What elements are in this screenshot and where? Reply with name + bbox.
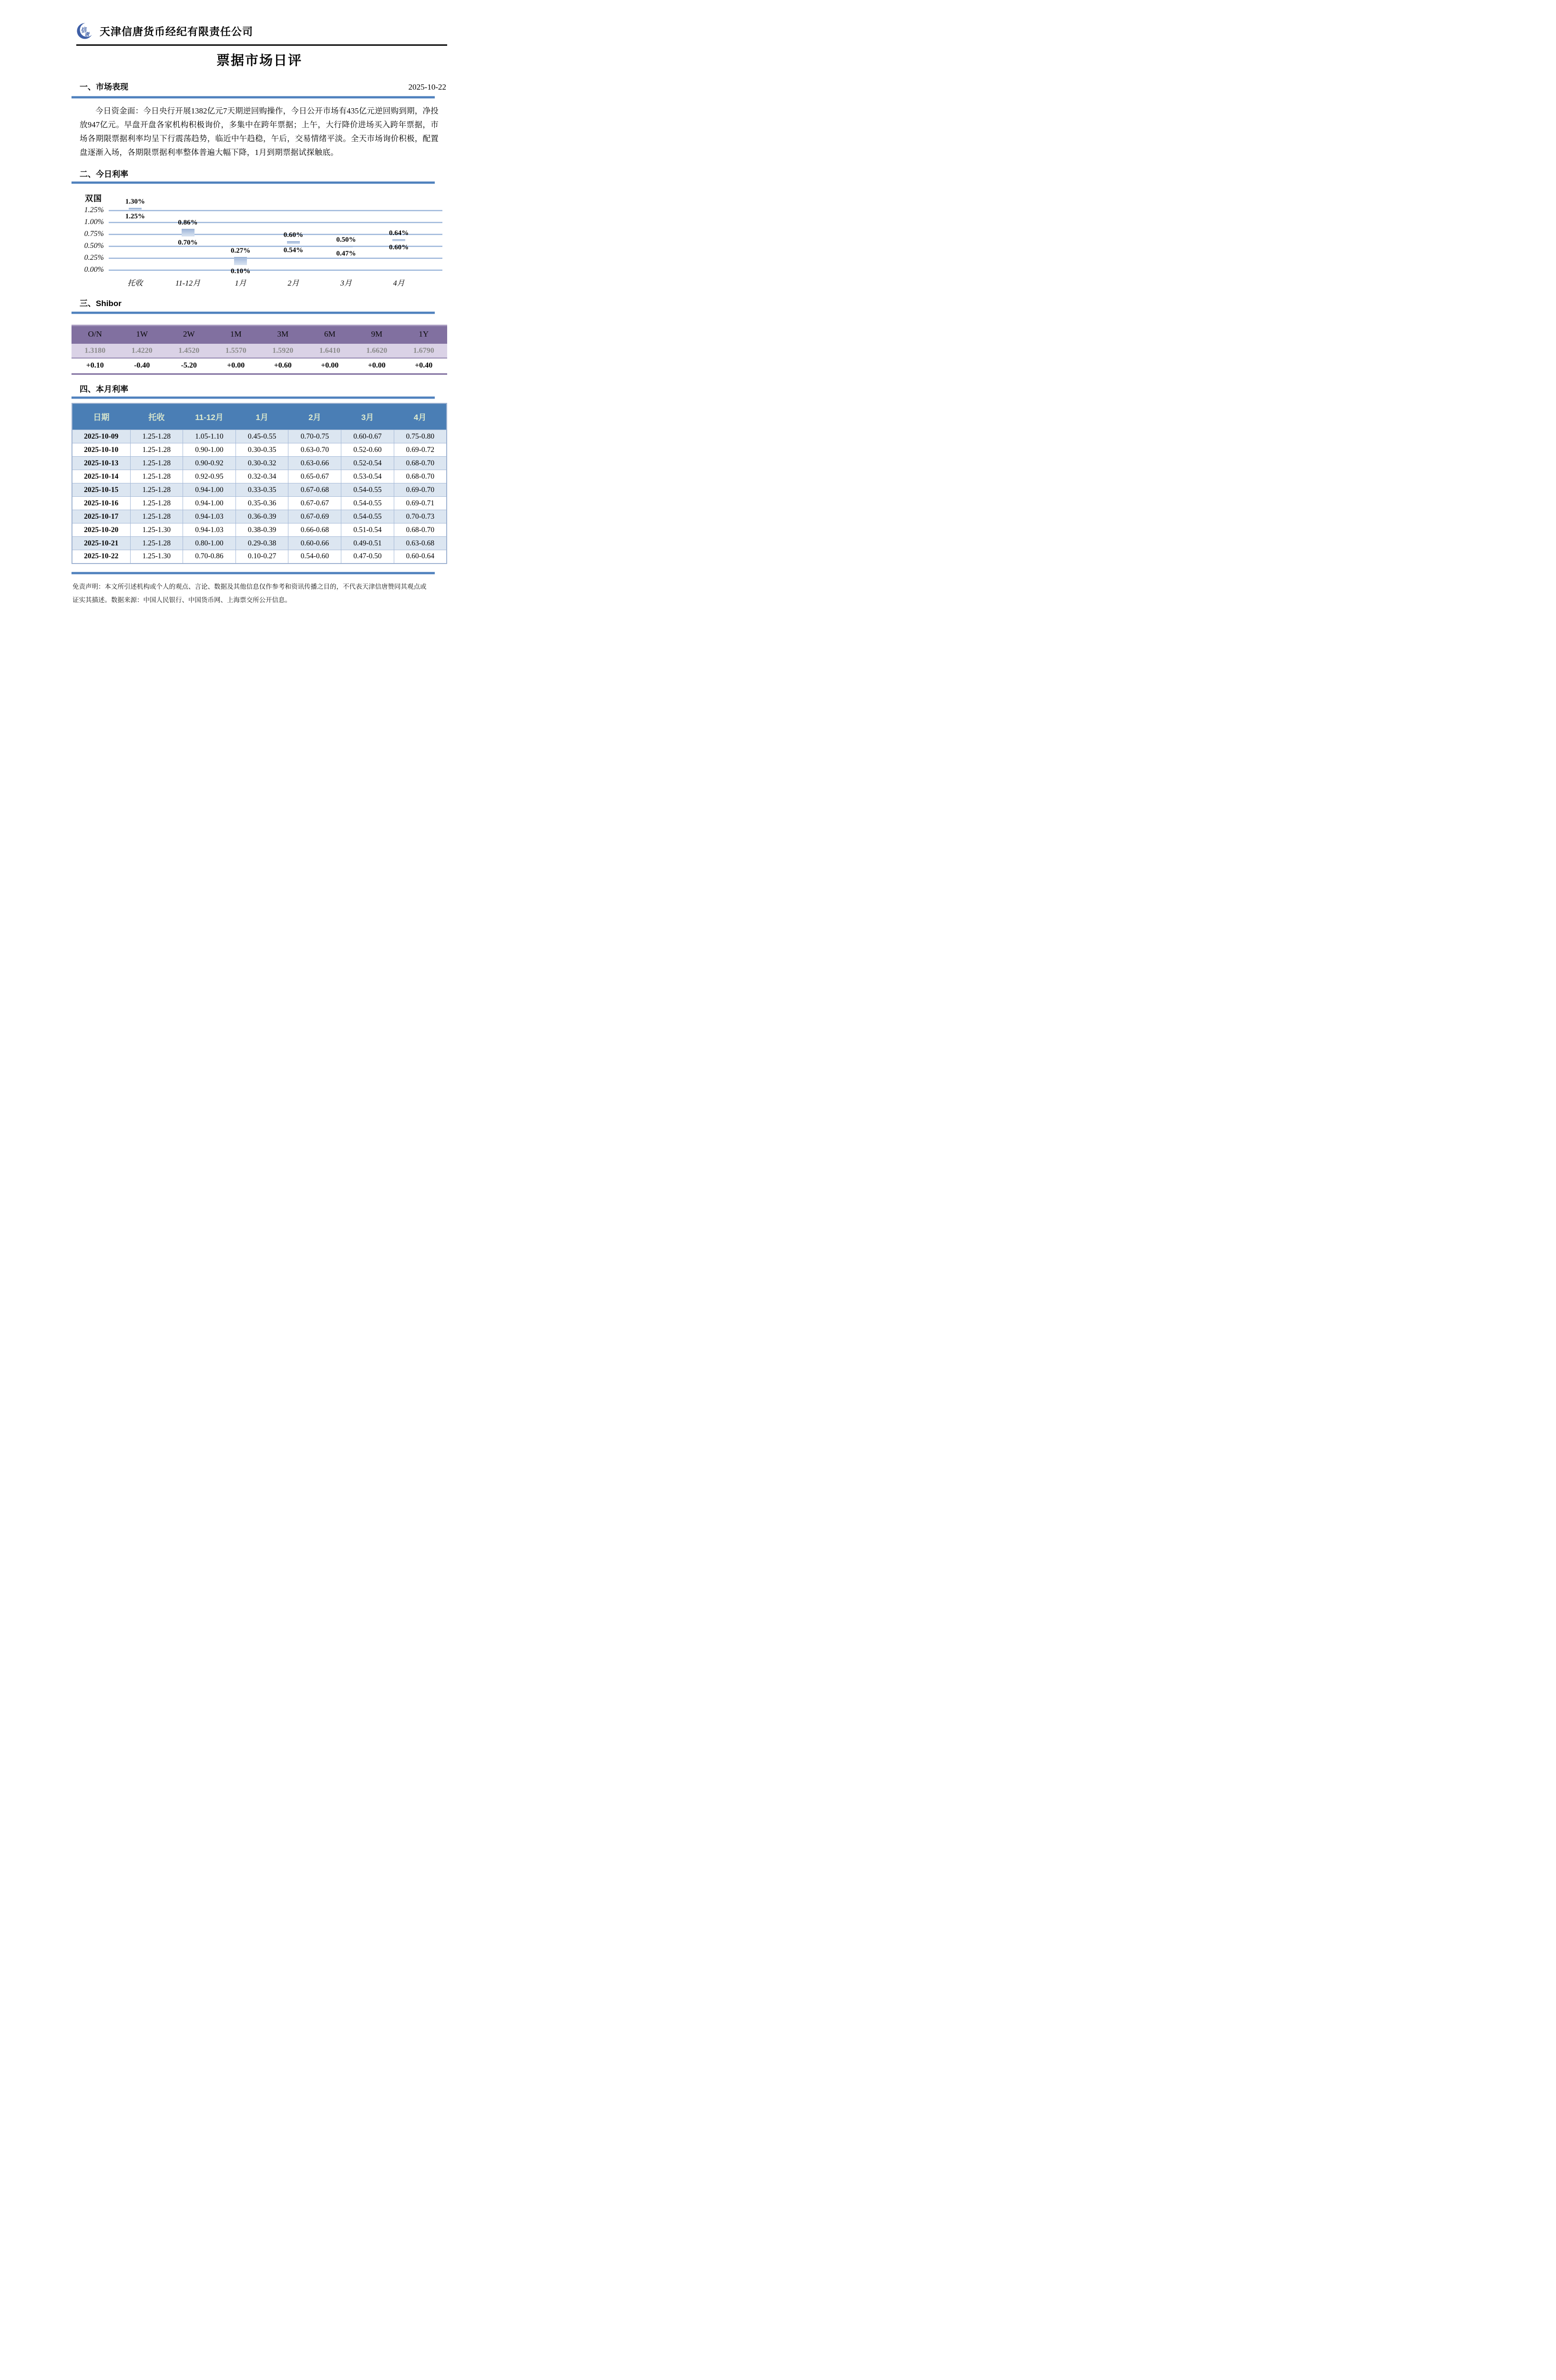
rate-cell: 0.65-0.67 xyxy=(288,470,341,483)
rate-cell: 0.69-0.72 xyxy=(394,443,447,457)
rate-cell: 0.63-0.66 xyxy=(288,457,341,470)
shibor-change-cell: +0.00 xyxy=(213,358,260,374)
report-page xyxy=(0,0,519,793)
chart-series-label: 双国 xyxy=(85,194,102,203)
monthly-header-cell: 日期 xyxy=(72,403,130,430)
range-bar xyxy=(182,229,194,236)
svg-text:唐: 唐 xyxy=(84,32,90,38)
rate-cell: 1.05-1.10 xyxy=(183,430,236,443)
bar-high-label: 0.86% xyxy=(178,219,198,226)
rate-cell: 0.67-0.67 xyxy=(288,497,341,510)
shibor-change-cell: +0.60 xyxy=(259,358,307,374)
rate-cell: 0.67-0.68 xyxy=(288,483,341,497)
date-cell: 2025-10-21 xyxy=(72,537,130,550)
monthly-rate-table xyxy=(72,403,447,564)
report-date: 2025-10-22 xyxy=(408,82,446,92)
rate-cell: 0.49-0.51 xyxy=(341,537,394,550)
table-row xyxy=(72,483,447,497)
table-row xyxy=(72,443,447,457)
x-axis-category-label: 3月 xyxy=(340,279,352,287)
rate-cell: 0.51-0.54 xyxy=(341,523,394,537)
bar-low-label: 0.60% xyxy=(389,244,409,251)
rate-cell: 0.38-0.39 xyxy=(235,523,288,537)
rate-cell: 1.25-1.28 xyxy=(130,443,183,457)
rate-cell: 0.90-0.92 xyxy=(183,457,236,470)
monthly-header-cell: 托收 xyxy=(130,403,183,430)
table-row xyxy=(72,457,447,470)
monthly-header-row xyxy=(72,403,447,430)
rate-cell: 0.70-0.75 xyxy=(288,430,341,443)
range-bar xyxy=(287,241,300,244)
bar-high-label: 0.27% xyxy=(231,247,251,255)
table-row xyxy=(72,510,447,523)
report-header xyxy=(76,0,447,46)
monthly-header-cell: 4月 xyxy=(394,403,447,430)
range-bar xyxy=(234,257,247,265)
y-axis-tick-label: 0.25% xyxy=(84,254,104,262)
table-row xyxy=(72,537,447,550)
shibor-tenor-cell: 1M xyxy=(213,325,260,344)
rate-cell: 0.60-0.67 xyxy=(341,430,394,443)
company-name: 天津信唐货币经纪有限责任公司 xyxy=(100,25,254,38)
bar-low-label: 1.25% xyxy=(125,213,145,220)
shibor-rate-cell: 1.4220 xyxy=(119,344,166,358)
rate-cell: 0.75-0.80 xyxy=(394,430,447,443)
section-row-today-rates xyxy=(72,169,447,180)
rate-cell: 0.63-0.68 xyxy=(394,537,447,550)
section-divider xyxy=(72,181,435,184)
shibor-tenor-cell: O/N xyxy=(72,325,119,344)
range-bar xyxy=(392,239,405,241)
date-cell: 2025-10-15 xyxy=(72,483,130,497)
rate-cell: 0.52-0.54 xyxy=(341,457,394,470)
rate-cell: 0.54-0.55 xyxy=(341,510,394,523)
x-axis-category-label: 托收 xyxy=(127,279,143,287)
y-axis-tick-label: 1.25% xyxy=(84,206,104,214)
rate-cell: 0.69-0.70 xyxy=(394,483,447,497)
shibor-change-cell: +0.40 xyxy=(400,358,448,374)
bar-high-label: 0.50% xyxy=(336,236,356,244)
chart-gridline xyxy=(109,210,442,211)
rate-cell: 0.36-0.39 xyxy=(235,510,288,523)
table-row xyxy=(72,550,447,564)
shibor-tenor-cell: 1Y xyxy=(400,325,448,344)
section-heading-today-rates: 二、今日利率 xyxy=(80,170,128,179)
company-logo xyxy=(76,22,94,40)
disclaimer-line-1: 免责声明：本文所引述机构或个人的观点、言论、数据及其他信息仅作参考和资讯传播之目的，不代表天津信唐赞同其观点或 xyxy=(72,583,427,590)
bar-low-label: 0.70% xyxy=(178,239,198,246)
rate-cell: 1.25-1.28 xyxy=(130,470,183,483)
shibor-tenor-cell: 9M xyxy=(353,325,400,344)
date-cell: 2025-10-17 xyxy=(72,510,130,523)
date-cell: 2025-10-09 xyxy=(72,430,130,443)
monthly-header-cell: 1月 xyxy=(235,403,288,430)
date-cell: 2025-10-20 xyxy=(72,523,130,537)
chart-gridline xyxy=(109,269,442,271)
rate-cell: 0.33-0.35 xyxy=(235,483,288,497)
rate-cell: 0.90-1.00 xyxy=(183,443,236,457)
date-cell: 2025-10-16 xyxy=(72,497,130,510)
shibor-rate-cell: 1.3180 xyxy=(72,344,119,358)
shibor-rate-cell: 1.6790 xyxy=(400,344,448,358)
bar-high-label: 0.60% xyxy=(283,231,303,239)
y-axis-tick-label: 0.50% xyxy=(84,242,104,250)
rate-cell: 0.92-0.95 xyxy=(183,470,236,483)
svg-text:信: 信 xyxy=(80,26,87,34)
rate-cell: 1.25-1.28 xyxy=(130,430,183,443)
rate-cell: 0.70-0.73 xyxy=(394,510,447,523)
section-heading-monthly: 四、本月利率 xyxy=(80,384,128,394)
section-row-monthly xyxy=(72,384,447,395)
monthly-header-cell: 3月 xyxy=(341,403,394,430)
bar-high-label: 1.30% xyxy=(125,198,145,205)
monthly-header-cell: 2月 xyxy=(288,403,341,430)
rate-cell: 0.94-1.00 xyxy=(183,483,236,497)
rate-cell: 0.94-1.03 xyxy=(183,523,236,537)
rate-cell: 0.94-1.00 xyxy=(183,497,236,510)
rate-cell: 0.80-1.00 xyxy=(183,537,236,550)
table-row xyxy=(72,523,447,537)
rate-cell: 0.70-0.86 xyxy=(183,550,236,564)
table-row xyxy=(72,497,447,510)
rate-cell: 0.66-0.68 xyxy=(288,523,341,537)
rate-cell: 1.25-1.28 xyxy=(130,457,183,470)
shibor-change-row xyxy=(72,358,447,374)
rate-cell: 0.69-0.71 xyxy=(394,497,447,510)
bar-high-label: 0.64% xyxy=(389,229,409,237)
rate-cell: 0.30-0.32 xyxy=(235,457,288,470)
table-row xyxy=(72,470,447,483)
shibor-change-cell: +0.00 xyxy=(307,358,354,374)
shibor-tenor-cell: 2W xyxy=(165,325,213,344)
rate-cell: 0.54-0.55 xyxy=(341,497,394,510)
disclaimer-text xyxy=(72,580,447,607)
shibor-change-cell: -0.40 xyxy=(119,358,166,374)
y-axis-tick-label: 1.00% xyxy=(84,218,104,226)
x-axis-category-label: 1月 xyxy=(235,279,246,287)
date-cell: 2025-10-13 xyxy=(72,457,130,470)
rate-cell: 0.10-0.27 xyxy=(235,550,288,564)
rate-cell: 0.45-0.55 xyxy=(235,430,288,443)
shibor-change-cell: -5.20 xyxy=(165,358,213,374)
y-axis-tick-label: 0.00% xyxy=(84,266,104,274)
shibor-rate-cell: 1.4520 xyxy=(165,344,213,358)
shibor-rate-cell: 1.6620 xyxy=(353,344,400,358)
shibor-change-cell: +0.10 xyxy=(72,358,119,374)
rate-cell: 0.68-0.70 xyxy=(394,457,447,470)
rate-cell: 1.25-1.30 xyxy=(130,550,183,564)
disclaimer-line-2: 证实其描述。数据来源：中国人民银行、中国货币网、上海票交所公开信息。 xyxy=(72,596,291,604)
rate-cell: 0.35-0.36 xyxy=(235,497,288,510)
shibor-rate-row xyxy=(72,344,447,358)
section-divider xyxy=(72,311,435,314)
range-bar xyxy=(340,246,353,247)
date-cell: 2025-10-14 xyxy=(72,470,130,483)
rate-cell: 1.25-1.30 xyxy=(130,523,183,537)
shibor-rate-cell: 1.5570 xyxy=(213,344,260,358)
section-heading-market: 一、市场表现 xyxy=(80,82,128,92)
shibor-rate-cell: 1.6410 xyxy=(307,344,354,358)
rate-cell: 1.25-1.28 xyxy=(130,510,183,523)
rate-cell: 0.53-0.54 xyxy=(341,470,394,483)
x-axis-category-label: 4月 xyxy=(393,279,405,287)
shibor-change-cell: +0.00 xyxy=(353,358,400,374)
rate-cell: 0.32-0.34 xyxy=(235,470,288,483)
rate-cell: 0.63-0.70 xyxy=(288,443,341,457)
chart-gridline xyxy=(109,257,442,259)
range-bar xyxy=(129,208,142,210)
shibor-tenor-cell: 3M xyxy=(259,325,307,344)
rate-cell: 0.68-0.70 xyxy=(394,470,447,483)
bar-low-label: 0.54% xyxy=(283,246,303,254)
rate-cell: 0.54-0.55 xyxy=(341,483,394,497)
shibor-table xyxy=(72,325,447,375)
rate-cell: 0.30-0.35 xyxy=(235,443,288,457)
rate-cell: 0.94-1.03 xyxy=(183,510,236,523)
bar-low-label: 0.10% xyxy=(231,267,251,275)
rate-cell: 0.68-0.70 xyxy=(394,523,447,537)
rate-cell: 0.67-0.69 xyxy=(288,510,341,523)
x-axis-category-label: 2月 xyxy=(287,279,299,287)
rate-cell: 0.60-0.66 xyxy=(288,537,341,550)
shibor-rate-cell: 1.5920 xyxy=(259,344,307,358)
shibor-tenor-cell: 1W xyxy=(119,325,166,344)
shibor-tenor-cell: 6M xyxy=(307,325,354,344)
chart-gridline xyxy=(109,222,442,223)
section-divider xyxy=(72,572,435,574)
page-title: 票据市场日评 xyxy=(216,53,302,68)
rate-cell: 1.25-1.28 xyxy=(130,483,183,497)
rate-cell: 0.54-0.60 xyxy=(288,550,341,564)
bar-low-label: 0.47% xyxy=(336,250,356,257)
rate-cell: 1.25-1.28 xyxy=(130,537,183,550)
rate-cell: 0.29-0.38 xyxy=(235,537,288,550)
market-commentary: 今日资金面：今日央行开展1382亿元7天期逆回购操作，今日公开市场有435亿元逆回购到期，净投放947亿元。早盘开盘各家机构积极询价，多集中在跨年票据；上午，大行降价进场买入跨年票据，市场各期限票据利率均呈下行震荡趋势，临近中午趋稳，午后，交易情绪平淡。全天市场询价积极，配置盘逐渐入场，各期限票据利率整体普遍大幅下降，1月到期票据试探触底。 xyxy=(80,106,439,157)
x-axis-category-label: 11-12月 xyxy=(175,279,201,287)
date-cell: 2025-10-22 xyxy=(72,550,130,564)
table-row xyxy=(72,430,447,443)
rate-cell: 0.60-0.64 xyxy=(394,550,447,564)
rate-chart xyxy=(72,191,447,292)
monthly-header-cell: 11-12月 xyxy=(183,403,236,430)
section-row-shibor xyxy=(72,298,447,309)
section-heading-shibor: 三、Shibor xyxy=(80,299,122,308)
shibor-tenor-row xyxy=(72,325,447,344)
y-axis-tick-label: 0.75% xyxy=(84,230,104,238)
rate-cell: 0.52-0.60 xyxy=(341,443,394,457)
section-row-market xyxy=(72,82,447,92)
rate-cell: 1.25-1.28 xyxy=(130,497,183,510)
monthly-table-body xyxy=(72,430,447,564)
section-divider xyxy=(72,96,435,99)
date-cell: 2025-10-10 xyxy=(72,443,130,457)
section-divider xyxy=(72,396,435,399)
rate-cell: 0.47-0.50 xyxy=(341,550,394,564)
